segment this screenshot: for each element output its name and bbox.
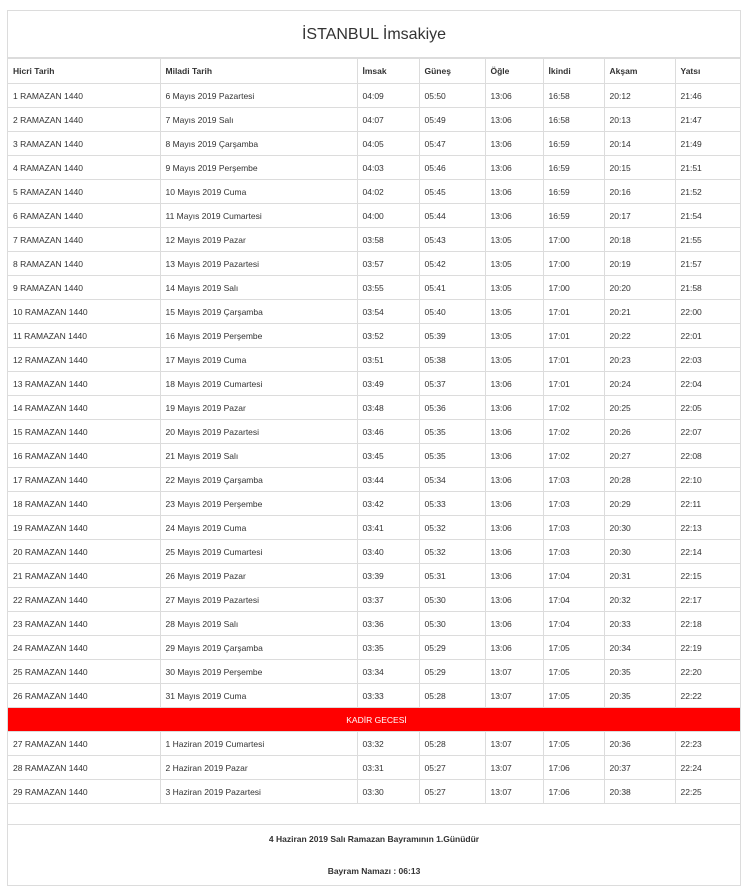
cell-yatsi: 22:25	[675, 780, 740, 804]
cell-aksam: 20:15	[604, 156, 675, 180]
cell-miladi: 7 Mayıs 2019 Salı	[160, 108, 357, 132]
cell-aksam: 20:32	[604, 588, 675, 612]
cell-gunes: 05:35	[419, 444, 485, 468]
cell-yatsi: 22:01	[675, 324, 740, 348]
cell-aksam: 20:13	[604, 108, 675, 132]
table-row	[8, 564, 740, 588]
cell-ikindi: 17:03	[543, 468, 604, 492]
cell-yatsi: 21:49	[675, 132, 740, 156]
cell-miladi: 13 Mayıs 2019 Pazartesi	[160, 252, 357, 276]
cell-imsak: 03:44	[357, 468, 419, 492]
cell-ikindi: 17:01	[543, 324, 604, 348]
cell-yatsi: 21:54	[675, 204, 740, 228]
cell-ikindi: 17:01	[543, 372, 604, 396]
cell-miladi: 29 Mayıs 2019 Çarşamba	[160, 636, 357, 660]
table-row	[8, 156, 740, 180]
cell-ogle: 13:06	[485, 564, 543, 588]
cell-ogle: 13:06	[485, 396, 543, 420]
table-row	[8, 588, 740, 612]
cell-ogle: 13:06	[485, 204, 543, 228]
cell-miladi: 19 Mayıs 2019 Pazar	[160, 396, 357, 420]
cell-gunes: 05:50	[419, 84, 485, 108]
cell-gunes: 05:41	[419, 276, 485, 300]
cell-miladi: 17 Mayıs 2019 Cuma	[160, 348, 357, 372]
cell-ikindi: 17:02	[543, 420, 604, 444]
cell-ogle: 13:06	[485, 420, 543, 444]
table-row	[8, 348, 740, 372]
cell-ogle: 13:06	[485, 612, 543, 636]
cell-gunes: 05:32	[419, 516, 485, 540]
cell-yatsi: 22:04	[675, 372, 740, 396]
cell-gunes: 05:27	[419, 756, 485, 780]
cell-ikindi: 17:00	[543, 276, 604, 300]
cell-ikindi: 17:03	[543, 492, 604, 516]
cell-yatsi: 22:15	[675, 564, 740, 588]
cell-gunes: 05:38	[419, 348, 485, 372]
cell-miladi: 23 Mayıs 2019 Perşembe	[160, 492, 357, 516]
cell-miladi: 18 Mayıs 2019 Cumartesi	[160, 372, 357, 396]
cell-ogle: 13:07	[485, 780, 543, 804]
cell-gunes: 05:43	[419, 228, 485, 252]
cell-ogle: 13:05	[485, 324, 543, 348]
cell-gunes: 05:28	[419, 732, 485, 756]
cell-gunes: 05:29	[419, 636, 485, 660]
cell-miladi: 31 Mayıs 2019 Cuma	[160, 684, 357, 708]
cell-ogle: 13:05	[485, 348, 543, 372]
table-row	[8, 780, 740, 804]
cell-imsak: 03:46	[357, 420, 419, 444]
cell-ikindi: 17:05	[543, 636, 604, 660]
cell-gunes: 05:45	[419, 180, 485, 204]
cell-aksam: 20:26	[604, 420, 675, 444]
cell-hicri: 18 RAMAZAN 1440	[8, 492, 160, 516]
cell-yatsi: 21:55	[675, 228, 740, 252]
cell-ikindi: 16:58	[543, 84, 604, 108]
cell-hicri: 17 RAMAZAN 1440	[8, 468, 160, 492]
cell-hicri: 11 RAMAZAN 1440	[8, 324, 160, 348]
cell-ikindi: 17:00	[543, 228, 604, 252]
cell-hicri: 20 RAMAZAN 1440	[8, 540, 160, 564]
bayram-namazi: Bayram Namazı : 06:13	[327, 866, 421, 876]
cell-hicri: 23 RAMAZAN 1440	[8, 612, 160, 636]
cell-aksam: 20:23	[604, 348, 675, 372]
cell-imsak: 03:31	[357, 756, 419, 780]
cell-hicri: 25 RAMAZAN 1440	[8, 660, 160, 684]
cell-gunes: 05:49	[419, 108, 485, 132]
cell-hicri: 13 RAMAZAN 1440	[8, 372, 160, 396]
cell-ikindi: 16:59	[543, 180, 604, 204]
cell-gunes: 05:34	[419, 468, 485, 492]
cell-yatsi: 22:05	[675, 396, 740, 420]
cell-yatsi: 22:17	[675, 588, 740, 612]
cell-yatsi: 22:24	[675, 756, 740, 780]
cell-gunes: 05:37	[419, 372, 485, 396]
cell-aksam: 20:37	[604, 756, 675, 780]
cell-ogle: 13:06	[485, 492, 543, 516]
cell-ogle: 13:07	[485, 660, 543, 684]
cell-hicri: 26 RAMAZAN 1440	[8, 684, 160, 708]
cell-ikindi: 17:02	[543, 396, 604, 420]
cell-aksam: 20:16	[604, 180, 675, 204]
cell-ogle: 13:05	[485, 252, 543, 276]
cell-ogle: 13:06	[485, 516, 543, 540]
cell-aksam: 20:25	[604, 396, 675, 420]
cell-yatsi: 22:08	[675, 444, 740, 468]
cell-hicri: 3 RAMAZAN 1440	[8, 132, 160, 156]
cell-hicri: 15 RAMAZAN 1440	[8, 420, 160, 444]
cell-ogle: 13:06	[485, 588, 543, 612]
cell-imsak: 03:33	[357, 684, 419, 708]
cell-hicri: 19 RAMAZAN 1440	[8, 516, 160, 540]
cell-aksam: 20:30	[604, 516, 675, 540]
cell-aksam: 20:20	[604, 276, 675, 300]
cell-ikindi: 17:04	[543, 588, 604, 612]
cell-imsak: 03:49	[357, 372, 419, 396]
cell-aksam: 20:31	[604, 564, 675, 588]
header-ogle: Öğle	[485, 59, 543, 84]
cell-miladi: 21 Mayıs 2019 Salı	[160, 444, 357, 468]
cell-ikindi: 17:04	[543, 612, 604, 636]
cell-gunes: 05:35	[419, 420, 485, 444]
cell-yatsi: 21:46	[675, 84, 740, 108]
cell-aksam: 20:22	[604, 324, 675, 348]
table-row	[8, 108, 740, 132]
cell-ikindi: 17:04	[543, 564, 604, 588]
cell-gunes: 05:31	[419, 564, 485, 588]
cell-ikindi: 17:06	[543, 756, 604, 780]
table-row	[8, 228, 740, 252]
cell-imsak: 03:32	[357, 732, 419, 756]
cell-imsak: 03:57	[357, 252, 419, 276]
cell-yatsi: 22:07	[675, 420, 740, 444]
cell-ogle: 13:06	[485, 84, 543, 108]
cell-ogle: 13:06	[485, 108, 543, 132]
cell-miladi: 20 Mayıs 2019 Pazartesi	[160, 420, 357, 444]
cell-yatsi: 22:14	[675, 540, 740, 564]
cell-ikindi: 17:01	[543, 348, 604, 372]
cell-imsak: 03:36	[357, 612, 419, 636]
cell-hicri: 27 RAMAZAN 1440	[8, 732, 160, 756]
cell-ogle: 13:06	[485, 444, 543, 468]
cell-gunes: 05:33	[419, 492, 485, 516]
cell-yatsi: 22:18	[675, 612, 740, 636]
cell-aksam: 20:17	[604, 204, 675, 228]
table-row	[8, 660, 740, 684]
table-row	[8, 756, 740, 780]
header-miladi: Miladi Tarih	[160, 59, 357, 84]
header-imsak: İmsak	[357, 59, 419, 84]
table-header-row	[8, 59, 740, 84]
cell-ikindi: 17:05	[543, 684, 604, 708]
cell-miladi: 16 Mayıs 2019 Perşembe	[160, 324, 357, 348]
cell-hicri: 7 RAMAZAN 1440	[8, 228, 160, 252]
cell-yatsi: 22:11	[675, 492, 740, 516]
cell-imsak: 03:42	[357, 492, 419, 516]
cell-miladi: 22 Mayıs 2019 Çarşamba	[160, 468, 357, 492]
table-row	[8, 180, 740, 204]
table-row	[8, 132, 740, 156]
cell-imsak: 03:55	[357, 276, 419, 300]
cell-imsak: 03:52	[357, 324, 419, 348]
cell-hicri: 28 RAMAZAN 1440	[8, 756, 160, 780]
cell-gunes: 05:28	[419, 684, 485, 708]
cell-imsak: 03:48	[357, 396, 419, 420]
kadir-gecesi-row	[8, 708, 740, 732]
cell-ikindi: 17:03	[543, 516, 604, 540]
cell-aksam: 20:35	[604, 684, 675, 708]
cell-miladi: 6 Mayıs 2019 Pazartesi	[160, 84, 357, 108]
cell-ogle: 13:06	[485, 636, 543, 660]
cell-miladi: 8 Mayıs 2019 Çarşamba	[160, 132, 357, 156]
cell-ikindi: 16:59	[543, 204, 604, 228]
cell-hicri: 4 RAMAZAN 1440	[8, 156, 160, 180]
cell-ikindi: 17:02	[543, 444, 604, 468]
cell-imsak: 04:03	[357, 156, 419, 180]
header-hicri: Hicri Tarih	[8, 59, 160, 84]
prayer-times-table	[8, 58, 740, 803]
cell-imsak: 03:30	[357, 780, 419, 804]
kadir-gecesi-label: KADİR GECESİ	[8, 708, 740, 732]
footer	[8, 824, 740, 876]
cell-aksam: 20:35	[604, 660, 675, 684]
cell-aksam: 20:27	[604, 444, 675, 468]
table-row	[8, 84, 740, 108]
cell-yatsi: 21:47	[675, 108, 740, 132]
cell-gunes: 05:30	[419, 588, 485, 612]
table-row	[8, 372, 740, 396]
table-row	[8, 420, 740, 444]
header-gunes: Güneş	[419, 59, 485, 84]
table-row	[8, 444, 740, 468]
highlight-section	[8, 708, 740, 732]
cell-miladi: 24 Mayıs 2019 Cuma	[160, 516, 357, 540]
cell-ogle: 13:06	[485, 540, 543, 564]
cell-ogle: 13:05	[485, 276, 543, 300]
cell-hicri: 29 RAMAZAN 1440	[8, 780, 160, 804]
cell-imsak: 03:37	[357, 588, 419, 612]
cell-imsak: 03:39	[357, 564, 419, 588]
cell-yatsi: 22:20	[675, 660, 740, 684]
cell-ikindi: 17:06	[543, 780, 604, 804]
cell-ogle: 13:05	[485, 300, 543, 324]
imsakiye-panel	[7, 10, 741, 886]
table-row	[8, 276, 740, 300]
cell-miladi: 27 Mayıs 2019 Pazartesi	[160, 588, 357, 612]
cell-miladi: 2 Haziran 2019 Pazar	[160, 756, 357, 780]
table-row	[8, 540, 740, 564]
header-ikindi: İkindi	[543, 59, 604, 84]
cell-hicri: 6 RAMAZAN 1440	[8, 204, 160, 228]
table-row	[8, 684, 740, 708]
cell-gunes: 05:36	[419, 396, 485, 420]
cell-miladi: 14 Mayıs 2019 Salı	[160, 276, 357, 300]
cell-ogle: 13:06	[485, 156, 543, 180]
cell-aksam: 20:21	[604, 300, 675, 324]
cell-hicri: 10 RAMAZAN 1440	[8, 300, 160, 324]
cell-hicri: 16 RAMAZAN 1440	[8, 444, 160, 468]
cell-imsak: 04:09	[357, 84, 419, 108]
cell-aksam: 20:30	[604, 540, 675, 564]
cell-aksam: 20:34	[604, 636, 675, 660]
cell-ikindi: 17:00	[543, 252, 604, 276]
cell-yatsi: 22:19	[675, 636, 740, 660]
cell-gunes: 05:32	[419, 540, 485, 564]
cell-miladi: 1 Haziran 2019 Cumartesi	[160, 732, 357, 756]
cell-ikindi: 17:03	[543, 540, 604, 564]
cell-ogle: 13:06	[485, 468, 543, 492]
table-row	[8, 612, 740, 636]
cell-ikindi: 16:59	[543, 132, 604, 156]
cell-yatsi: 22:13	[675, 516, 740, 540]
cell-miladi: 30 Mayıs 2019 Perşembe	[160, 660, 357, 684]
cell-yatsi: 22:10	[675, 468, 740, 492]
cell-aksam: 20:14	[604, 132, 675, 156]
table-row	[8, 732, 740, 756]
cell-gunes: 05:44	[419, 204, 485, 228]
cell-aksam: 20:19	[604, 252, 675, 276]
header-aksam: Akşam	[604, 59, 675, 84]
cell-gunes: 05:30	[419, 612, 485, 636]
table-row	[8, 300, 740, 324]
header-yatsi: Yatsı	[675, 59, 740, 84]
cell-yatsi: 21:58	[675, 276, 740, 300]
bayram-info: 4 Haziran 2019 Salı Ramazan Bayramının 1.Günüdür	[268, 834, 480, 844]
cell-yatsi: 22:22	[675, 684, 740, 708]
table-row	[8, 468, 740, 492]
cell-miladi: 25 Mayıs 2019 Cumartesi	[160, 540, 357, 564]
cell-ikindi: 16:59	[543, 156, 604, 180]
cell-imsak: 04:07	[357, 108, 419, 132]
cell-yatsi: 21:57	[675, 252, 740, 276]
cell-hicri: 2 RAMAZAN 1440	[8, 108, 160, 132]
cell-hicri: 1 RAMAZAN 1440	[8, 84, 160, 108]
cell-imsak: 03:41	[357, 516, 419, 540]
cell-miladi: 10 Mayıs 2019 Cuma	[160, 180, 357, 204]
table-row	[8, 396, 740, 420]
cell-gunes: 05:39	[419, 324, 485, 348]
table-row	[8, 204, 740, 228]
cell-hicri: 12 RAMAZAN 1440	[8, 348, 160, 372]
cell-ikindi: 17:05	[543, 732, 604, 756]
cell-hicri: 5 RAMAZAN 1440	[8, 180, 160, 204]
cell-aksam: 20:28	[604, 468, 675, 492]
cell-ogle: 13:07	[485, 756, 543, 780]
table-row	[8, 516, 740, 540]
cell-miladi: 12 Mayıs 2019 Pazar	[160, 228, 357, 252]
cell-yatsi: 22:00	[675, 300, 740, 324]
cell-ogle: 13:07	[485, 732, 543, 756]
cell-imsak: 03:58	[357, 228, 419, 252]
cell-gunes: 05:47	[419, 132, 485, 156]
cell-imsak: 04:02	[357, 180, 419, 204]
cell-aksam: 20:18	[604, 228, 675, 252]
table-row	[8, 492, 740, 516]
cell-yatsi: 22:23	[675, 732, 740, 756]
cell-gunes: 05:29	[419, 660, 485, 684]
rows-after	[8, 732, 740, 804]
cell-ogle: 13:06	[485, 132, 543, 156]
cell-imsak: 03:54	[357, 300, 419, 324]
cell-hicri: 8 RAMAZAN 1440	[8, 252, 160, 276]
cell-aksam: 20:12	[604, 84, 675, 108]
cell-imsak: 03:45	[357, 444, 419, 468]
table-row	[8, 324, 740, 348]
cell-ogle: 13:06	[485, 180, 543, 204]
cell-hicri: 14 RAMAZAN 1440	[8, 396, 160, 420]
cell-ogle: 13:06	[485, 372, 543, 396]
cell-imsak: 03:40	[357, 540, 419, 564]
cell-hicri: 24 RAMAZAN 1440	[8, 636, 160, 660]
cell-miladi: 26 Mayıs 2019 Pazar	[160, 564, 357, 588]
page-title: İSTANBUL İmsakiye	[8, 11, 740, 58]
cell-miladi: 11 Mayıs 2019 Cumartesi	[160, 204, 357, 228]
cell-ikindi: 17:01	[543, 300, 604, 324]
cell-imsak: 03:35	[357, 636, 419, 660]
cell-aksam: 20:29	[604, 492, 675, 516]
cell-hicri: 21 RAMAZAN 1440	[8, 564, 160, 588]
cell-miladi: 28 Mayıs 2019 Salı	[160, 612, 357, 636]
cell-imsak: 04:05	[357, 132, 419, 156]
cell-gunes: 05:42	[419, 252, 485, 276]
cell-aksam: 20:36	[604, 732, 675, 756]
cell-yatsi: 21:51	[675, 156, 740, 180]
cell-ikindi: 17:05	[543, 660, 604, 684]
cell-aksam: 20:33	[604, 612, 675, 636]
cell-gunes: 05:27	[419, 780, 485, 804]
table-row	[8, 252, 740, 276]
cell-imsak: 04:00	[357, 204, 419, 228]
cell-aksam: 20:24	[604, 372, 675, 396]
cell-ogle: 13:05	[485, 228, 543, 252]
cell-hicri: 9 RAMAZAN 1440	[8, 276, 160, 300]
cell-miladi: 15 Mayıs 2019 Çarşamba	[160, 300, 357, 324]
cell-gunes: 05:40	[419, 300, 485, 324]
rows-before	[8, 84, 740, 708]
cell-gunes: 05:46	[419, 156, 485, 180]
table-row	[8, 636, 740, 660]
cell-imsak: 03:34	[357, 660, 419, 684]
cell-aksam: 20:38	[604, 780, 675, 804]
cell-yatsi: 22:03	[675, 348, 740, 372]
spacer	[8, 803, 740, 824]
cell-ikindi: 16:58	[543, 108, 604, 132]
cell-yatsi: 21:52	[675, 180, 740, 204]
cell-miladi: 3 Haziran 2019 Pazartesi	[160, 780, 357, 804]
cell-hicri: 22 RAMAZAN 1440	[8, 588, 160, 612]
cell-miladi: 9 Mayıs 2019 Perşembe	[160, 156, 357, 180]
cell-ogle: 13:07	[485, 684, 543, 708]
cell-imsak: 03:51	[357, 348, 419, 372]
